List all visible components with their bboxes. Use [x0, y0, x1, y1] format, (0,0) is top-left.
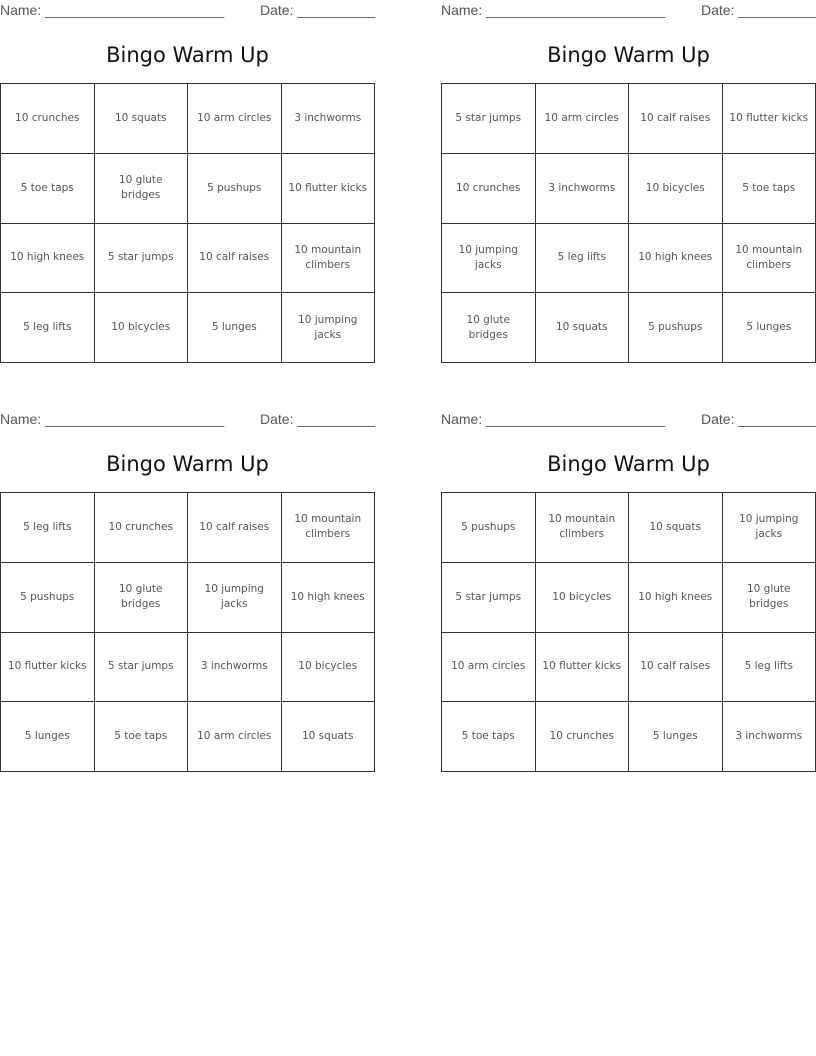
bingo-cell: 10 calf raises	[629, 633, 723, 703]
name-field-label: Name: _______________________	[441, 2, 666, 18]
bingo-cell: 10 crunches	[442, 154, 536, 224]
bingo-grid	[441, 83, 816, 363]
bingo-cell: 5 lunges	[723, 293, 816, 363]
bingo-cell: 10 bicycles	[282, 633, 376, 703]
bingo-cell: 10 jumping jacks	[282, 293, 376, 363]
bingo-cell: 10 bicycles	[536, 563, 630, 633]
bingo-grid	[0, 492, 375, 772]
bingo-cell: 10 squats	[282, 702, 376, 772]
bingo-cell: 10 jumping jacks	[442, 224, 536, 294]
bingo-cell: 10 crunches	[95, 493, 189, 563]
bingo-cell: 10 glute bridges	[95, 154, 189, 224]
bingo-cell: 5 pushups	[629, 293, 723, 363]
bingo-cell: 10 jumping jacks	[723, 493, 816, 563]
card-header	[441, 2, 816, 20]
bingo-cell: 5 star jumps	[95, 633, 189, 703]
bingo-cell: 5 toe taps	[442, 702, 536, 772]
bingo-cell: 10 squats	[536, 293, 630, 363]
bingo-cell: 10 high knees	[629, 563, 723, 633]
bingo-cell: 10 mountain climbers	[282, 224, 376, 294]
name-field-label: Name: _______________________	[441, 411, 666, 427]
bingo-cell: 5 lunges	[629, 702, 723, 772]
bingo-cell: 5 pushups	[188, 154, 282, 224]
bingo-cell: 3 inchworms	[188, 633, 282, 703]
bingo-cell: 10 arm circles	[188, 702, 282, 772]
bingo-cell: 10 crunches	[1, 84, 95, 154]
bingo-cell: 10 bicycles	[95, 293, 189, 363]
bingo-cell: 5 pushups	[442, 493, 536, 563]
bingo-cell: 10 flutter kicks	[536, 633, 630, 703]
bingo-cell: 10 squats	[95, 84, 189, 154]
bingo-cell: 10 calf raises	[188, 493, 282, 563]
bingo-cell: 5 lunges	[1, 702, 95, 772]
card-header	[0, 411, 375, 429]
name-field-label: Name: _______________________	[0, 2, 225, 18]
date-field-label: Date: __________	[260, 2, 376, 18]
bingo-cell: 5 leg lifts	[1, 293, 95, 363]
bingo-cell: 10 bicycles	[629, 154, 723, 224]
bingo-cell: 5 leg lifts	[1, 493, 95, 563]
bingo-cell: 10 mountain climbers	[723, 224, 816, 294]
bingo-cell: 10 flutter kicks	[1, 633, 95, 703]
card-title: Bingo Warm Up	[106, 43, 269, 67]
bingo-cell: 10 arm circles	[536, 84, 630, 154]
bingo-cell: 10 glute bridges	[442, 293, 536, 363]
date-field-label: Date: __________	[701, 411, 816, 427]
date-field-label: Date: __________	[260, 411, 376, 427]
bingo-cell: 10 jumping jacks	[188, 563, 282, 633]
bingo-cell: 10 glute bridges	[95, 563, 189, 633]
date-field-label: Date: __________	[701, 2, 816, 18]
bingo-cell: 5 star jumps	[442, 84, 536, 154]
card-title: Bingo Warm Up	[547, 43, 710, 67]
bingo-grid	[0, 83, 375, 363]
bingo-cell: 10 high knees	[629, 224, 723, 294]
bingo-cell: 10 crunches	[536, 702, 630, 772]
bingo-grid	[441, 492, 816, 772]
card-title: Bingo Warm Up	[547, 452, 710, 476]
bingo-cell: 3 inchworms	[723, 702, 816, 772]
bingo-cell: 10 arm circles	[442, 633, 536, 703]
bingo-cell: 3 inchworms	[536, 154, 630, 224]
bingo-cell: 10 glute bridges	[723, 563, 816, 633]
bingo-cell: 10 high knees	[1, 224, 95, 294]
name-field-label: Name: _______________________	[0, 411, 225, 427]
bingo-cell: 5 lunges	[188, 293, 282, 363]
bingo-cell: 10 calf raises	[629, 84, 723, 154]
bingo-cell: 5 leg lifts	[536, 224, 630, 294]
bingo-cell: 5 pushups	[1, 563, 95, 633]
bingo-cell: 10 calf raises	[188, 224, 282, 294]
bingo-cell: 5 toe taps	[723, 154, 816, 224]
bingo-cell: 10 flutter kicks	[723, 84, 816, 154]
bingo-cell: 10 flutter kicks	[282, 154, 376, 224]
bingo-cell: 10 high knees	[282, 563, 376, 633]
bingo-cell: 5 toe taps	[95, 702, 189, 772]
card-title: Bingo Warm Up	[106, 452, 269, 476]
bingo-cell: 5 leg lifts	[723, 633, 816, 703]
bingo-cell: 10 squats	[629, 493, 723, 563]
bingo-cell: 10 mountain climbers	[282, 493, 376, 563]
bingo-cell: 10 mountain climbers	[536, 493, 630, 563]
bingo-cell: 10 arm circles	[188, 84, 282, 154]
bingo-cell: 5 toe taps	[1, 154, 95, 224]
bingo-cell: 5 star jumps	[95, 224, 189, 294]
bingo-cell: 5 star jumps	[442, 563, 536, 633]
bingo-cell: 3 inchworms	[282, 84, 376, 154]
card-header	[441, 411, 816, 429]
card-header	[0, 2, 375, 20]
